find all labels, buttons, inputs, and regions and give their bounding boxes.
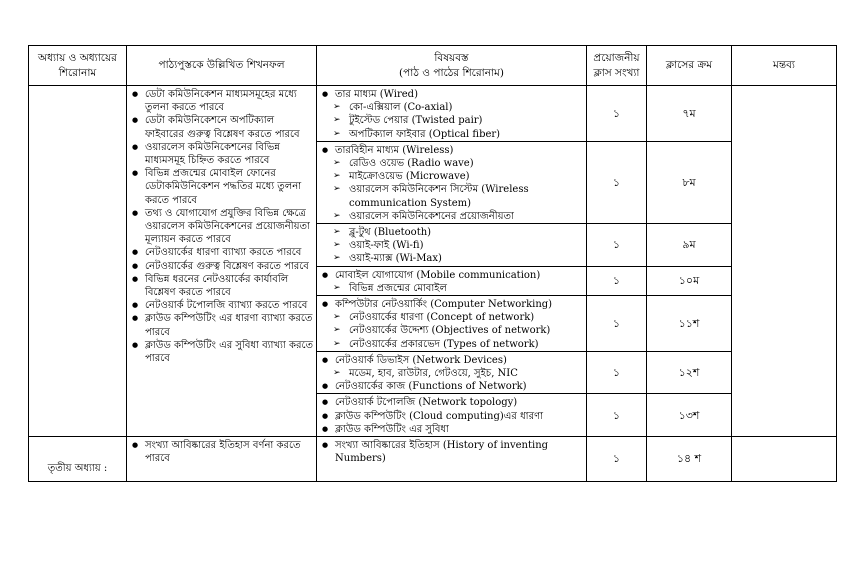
content-subtopic: ➢ অপটিক্যাল ফাইবার (Optical fiber)	[321, 128, 583, 141]
header-order	[647, 46, 732, 86]
content-topic: ● তারবিহীন মাধ্যম (Wireless)	[321, 144, 583, 157]
classes-cell: ১	[587, 437, 647, 482]
classes-cell: ১	[587, 266, 647, 295]
outcome-item: ● তথ্য ও যোগাযোগ প্রযুক্তির বিভিন্ন ক্ষেত্রে ওয়ারলেস কমিউনিকেশনের প্রয়োজনীয়তা মূল্যায়ন করতে পারবে	[131, 207, 313, 247]
content-subtopic: ➢ কো-এক্সিয়াল (Co-axial)	[321, 101, 583, 114]
content-cell	[317, 86, 587, 142]
content-subtopic: ➢ ওয়াই-ফাই (Wi-fi)	[321, 239, 583, 252]
header-outcomes	[127, 46, 317, 86]
content-cell	[317, 351, 587, 394]
content-topic: ● তার মাধ্যম (Wired)	[321, 88, 583, 101]
order-cell: ১৩শ	[647, 394, 732, 437]
classes-cell: ১	[587, 394, 647, 437]
classes-cell: ১	[587, 351, 647, 394]
table-row	[29, 86, 837, 142]
header-content-line2: (পাঠ ও পাঠের শিরোনাম)	[399, 66, 504, 79]
order-cell: ১৪ শ	[647, 437, 732, 482]
outcome-item: ● ডেটা কমিউনিকেশনে অপটিক্যাল ফাইবারের গুরুত্ব বিশ্লেষণ করতে পারবে	[131, 114, 313, 140]
header-classes-line1: প্রয়োজনীয়	[593, 51, 640, 64]
outcomes-list	[127, 86, 316, 365]
content-cell	[317, 266, 587, 295]
content-topic: ● ক্লাউড কম্পিউটিং এর সুবিধা	[321, 423, 583, 436]
content-topic: ● ক্লাউড কম্পিউটিং (Cloud computing)এর ধারণা	[321, 410, 583, 423]
outcomes-cell	[127, 437, 317, 482]
outcome-item: ● নেটওয়ার্ক টপোলজি ব্যাখ্যা করতে পারবে	[131, 299, 313, 312]
classes-cell: ১	[587, 86, 647, 142]
header-content	[317, 46, 587, 86]
content-list	[317, 296, 586, 351]
header-chapter-line2: শিরোনাম	[58, 66, 97, 79]
outcome-item: ● ক্লাউড কম্পিউটিং এর সুবিধা ব্যাখ্যা করতে পারবে	[131, 339, 313, 365]
outcomes-cell	[127, 86, 317, 437]
content-subtopic: ➢ ওয়ারলেস কমিউনিকেশন সিস্টেম (Wireless communication System)	[321, 183, 583, 209]
header-remarks-label: মন্তব্য	[773, 59, 795, 71]
header-classes-line2: ক্লাস সংখ্যা	[593, 66, 640, 79]
content-subtopic: ➢ বিভিন্ন প্রজন্মের মোবাইল	[321, 282, 583, 295]
header-remarks	[732, 46, 837, 86]
header-content-line1: বিষয়বস্ত	[434, 51, 469, 64]
content-list	[317, 437, 586, 465]
header-classes	[587, 46, 647, 86]
outcome-item: ● বিভিন্ন প্রজন্মের মোবাইল ফোনের ডেটাকমিউনিকেশন পদ্ধতির মধ্যে তুলনা করতে পারবে	[131, 167, 313, 207]
outcome-item: ● নেটওয়ার্কের গুরুত্ব বিশ্লেষণ করতে পারবে	[131, 260, 313, 273]
content-topic: ● কম্পিউটার নেটওয়ার্কিং (Computer Networking)	[321, 298, 583, 311]
order-cell: ১০ম	[647, 266, 732, 295]
classes-cell: ১	[587, 296, 647, 352]
chapter-cell	[29, 86, 127, 437]
content-subtopic: ➢ রেডিও ওয়েভ (Radio wave)	[321, 157, 583, 170]
content-subtopic: ➢ ব্লু-টুথ (Bluetooth)	[321, 226, 583, 239]
outcome-item: ● নেটওয়ার্কের ধারণা ব্যাখ্যা করতে পারবে	[131, 246, 313, 259]
content-topic: ● নেটওয়ার্ক টপোলজি (Network topology)	[321, 396, 583, 409]
content-topic: ● মোবাইল যোগাযোগ (Mobile communication)	[321, 269, 583, 282]
content-cell	[317, 394, 587, 437]
content-list	[317, 352, 586, 394]
content-subtopic: ➢ মাইক্রোওয়েভ (Microwave)	[321, 170, 583, 183]
content-cell	[317, 141, 587, 223]
content-list	[317, 142, 586, 223]
header-row	[29, 46, 837, 86]
outcomes-list	[127, 437, 316, 465]
chapter-cell: তৃতীয় অধ্যায় :	[29, 437, 127, 482]
content-list	[317, 267, 586, 295]
content-cell	[317, 296, 587, 352]
content-topic: ● নেটওয়ার্কের কাজ (Functions of Network)	[321, 380, 583, 393]
header-chapter-line1: অধ্যায় ও অধ্যায়ের	[38, 51, 117, 64]
content-topic: ● সংখ্যা আবিষ্কারের ইতিহাস (History of inventing Numbers)	[321, 439, 583, 465]
outcome-item: ● ওয়ারলেস কমিউনিকেশনের বিভিন্ন মাধ্যমসমূহ চিহ্নিত করতে পারবে	[131, 141, 313, 167]
content-subtopic: ➢ টুইস্টেড পেয়ার (Twisted pair)	[321, 114, 583, 127]
content-list	[317, 224, 586, 266]
content-subtopic: ➢ মডেম, হাব, রাউটার, গেটওয়ে, সুইচ, NIC	[321, 367, 583, 380]
header-order-label: ক্লাসের ক্রম	[665, 59, 713, 71]
content-cell	[317, 224, 587, 267]
header-outcomes-label: পাঠ্যপুস্তকে উল্লিখিত শিখনফল	[158, 59, 285, 71]
order-cell: ১২শ	[647, 351, 732, 394]
content-subtopic: ➢ নেটওয়ার্কের ধারণা (Concept of network)	[321, 311, 583, 324]
outcome-item: ● ক্লাউড কম্পিউটিং এর ধারণা ব্যাখ্যা করতে পারবে	[131, 312, 313, 338]
table-row	[29, 437, 837, 482]
content-subtopic: ➢ নেটওয়ার্কের প্রকারভেদ (Types of network)	[321, 338, 583, 351]
order-cell: ৭ম	[647, 86, 732, 142]
outcome-item: ● ডেটা কমিউনিকেশন মাধ্যমসমূহের মধ্যে তুলনা করতে পারবে	[131, 88, 313, 114]
remarks-cell	[732, 437, 837, 482]
content-subtopic: ➢ নেটওয়ার্কের উদ্দেশ্য (Objectives of network)	[321, 324, 583, 337]
outcome-item: ● বিভিন্ন ধরনের নেটওয়ার্কের কার্যাবলি বিশ্লেষণ করতে পারবে	[131, 273, 313, 299]
content-list	[317, 86, 586, 141]
remarks-cell	[732, 86, 837, 437]
content-topic: ● নেটওয়ার্ক ডিভাইস (Network Devices)	[321, 354, 583, 367]
classes-cell: ১	[587, 141, 647, 223]
order-cell: ৯ম	[647, 224, 732, 267]
content-subtopic: ➢ ওয়াই-ম্যাক্স (Wi-Max)	[321, 252, 583, 265]
order-cell: ৮ম	[647, 141, 732, 223]
outcome-item: ● সংখ্যা আবিষ্কারের ইতিহাস বর্ণনা করতে পারবে	[131, 439, 313, 465]
classes-cell: ১	[587, 224, 647, 267]
content-subtopic: ➢ ওয়ারলেস কমিউনিকেশনের প্রয়োজনীয়তা	[321, 210, 583, 223]
order-cell: ১১শ	[647, 296, 732, 352]
syllabus-table	[28, 45, 837, 482]
content-cell	[317, 437, 587, 482]
header-chapter	[29, 46, 127, 86]
content-list	[317, 394, 586, 436]
